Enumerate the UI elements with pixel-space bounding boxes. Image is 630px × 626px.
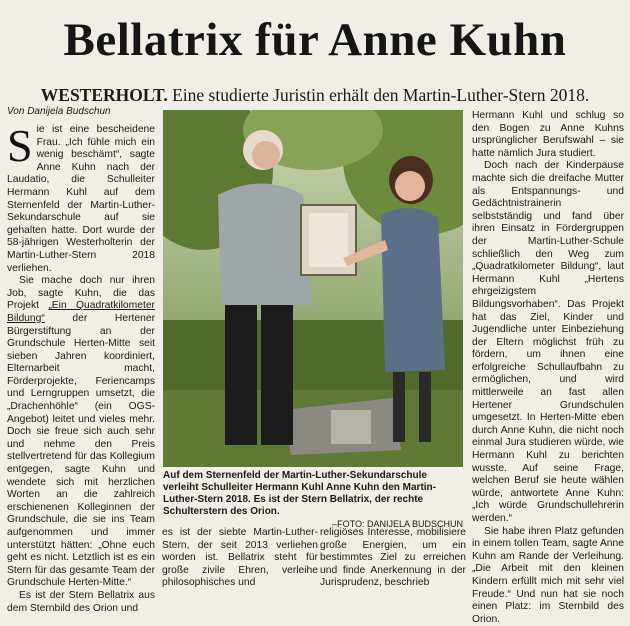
subhead-place: WESTERHOLT.: [40, 85, 168, 105]
article-column-3: [320, 527, 466, 590]
caption-text: Auf dem Sternenfeld der Martin-Luther-Sekundarschule verleiht Schulleiter Hermann Kuhl Anne Kuhn den Martin-Luther-Stern 2018. Es ist der Stern Bellatrix, der rechte Schulterstern des Orion.: [163, 470, 436, 517]
subhead: [0, 84, 630, 106]
photo-caption: [163, 470, 463, 530]
paragraph-intro-text: ie ist eine bescheidene Frau. „Ich fühle mich ein wenig beschämt“, sagte Anne Kuhn nach der Laudatio, die Schulleiter Hermann Kuhl auf dem Sternenfeld der Martin-Luther-Sekundarschule auf sie gehalten hatte. Dort wurde der 58-jährigen Westerholterin der Martin-Luther-Stern 2018 verliehen.: [7, 124, 155, 274]
drop-cap: S: [7, 120, 33, 171]
article-column-4: [472, 110, 624, 626]
article-column-2: [162, 527, 318, 590]
paragraph-job-text-a: Sie mache doch nur ihren Job, sagte Kuhn, die das Projekt: [7, 275, 155, 312]
byline: Von Danijela Budschun: [7, 106, 111, 117]
paragraph-bellatrix: Es ist der Stern Bellatrix aus dem Sternbild des Orion und: [7, 589, 155, 614]
paragraph-star-meaning: religiöses Interesse, mobilisiere große Energien, um ein bestimmtes Ziel zu erreichen und finde Anerkennung in der Jurisprudenz, beschrieb: [320, 527, 466, 589]
paragraph-closing: Sie habe ihren Platz gefunden in einem tollen Team, sagte Anne Kuhn am Rande der Verleihung. „Die Arbeit mit den kleinen Kindern erfüllt mich mit sehr viel Freude.“ Und nun hat sie noch einen Platz: im Sternbild des Orion.: [472, 525, 624, 625]
paragraph-career: Hermann Kuhl und schlug so den Bogen zu Anne Kuhns ursprünglicher Berufswahl – sie hatte nämlich Jura studiert.: [472, 110, 624, 159]
paragraph-job-text-b: der Hertener Bürgerstiftung an der Grundschule Herten-Mitte seit sieben Jahren koordiniert, Elternarbeit macht, Förderprojekte, Feriencamps und Lerngruppen umsetzt, die „Drachenhöhle“ (ein OGS-Angebot) leitet und vieles mehr. Doch sie freue sich auch sehr und nehme den Preis stellvertretend für das Kollegium entgegen, sagte Kuhn und wendete sich mit herzlichen Worten an die zahlreich erschienenen Kolleginnen der Grundschule, die sie ins Team aufgenommen und immer unterstützt hätten: „Ohne euch geht es nicht. Letztlich ist es ein Stern für das gesamte Team der Grundschule Herten-Mitte.“: [7, 312, 155, 589]
project-name: „Ein Quadratkilometer Bildung“: [7, 300, 155, 324]
photo-illustration: [163, 110, 463, 467]
photo-credit: –FOTO: DANIJELA BUDSCHUN: [332, 519, 463, 529]
subhead-text: Eine studierte Juristin erhält den Martin-Luther-Stern 2018.: [172, 85, 590, 105]
headline: Bellatrix für Anne Kuhn: [63, 14, 567, 66]
paragraph-intro: [7, 120, 155, 275]
paragraph-project: Doch nach der Kinderpause machte sich die dreifache Mutter als Entspannungs- und Gedächtnistrainerin selbstständig und fand über ihren Einsatz in Fördergruppen der Martin-Luther-Schule schließlich den Weg zum „Quadratkilometer Bildung“, laut Hermann Kuhl „Hertens ehrgeizigstem Bildungsvorhaben“. Das Projekt hat das Ziel, Kinder und Jugendliche unter Einbeziehung der Eltern möglichst früh zu fördern, um ihnen eine erfolgreiche Schullaufbahn zu ermöglichen, und wird mittlerweile an fast allen Hertener Grundschulen umgesetzt. In Herten-Mitte eben durch Anne Kuhn, die nicht noch einmal Jura studieren würde, wie Hermann Kuhl zu berichten wusste. Auf seine Frage, welchen Beruf sie heute wählen würde, antwortete Anne Kuhn: „Ich würde Grundschullehrerin werden.“: [472, 160, 624, 524]
article-photo: [163, 110, 463, 467]
paragraph-job: [7, 275, 155, 590]
paragraph-star-count: es ist der siebte Martin-Luther-Stern, der seit 2013 verliehen worden ist. Bellatrix steht für große zivile Ehren, verleihe philosophisches und: [162, 527, 318, 589]
article-column-1: [7, 120, 155, 615]
